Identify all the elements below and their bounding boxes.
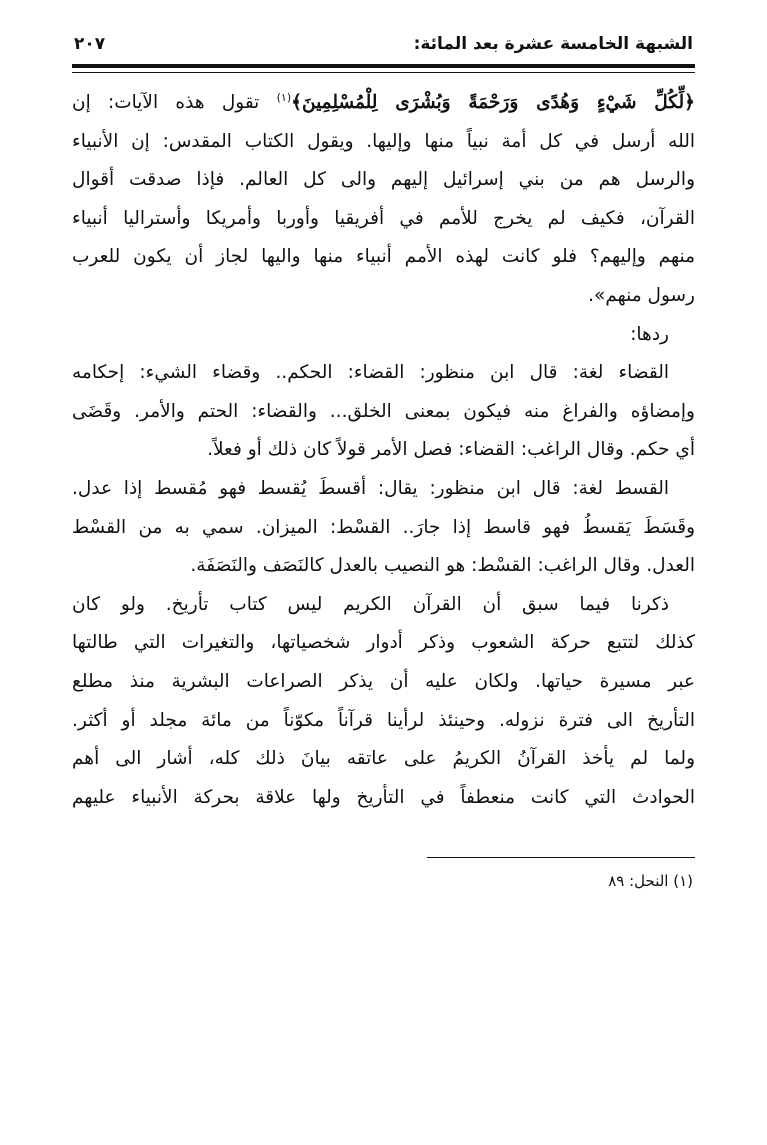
text-line: وإمضاؤه والفراغ منه فيكون بمعنى الخلق... والقضاء: الحتم والأمر. وقَضَى <box>72 400 695 422</box>
footnote-rule <box>427 857 695 858</box>
text-line: الحوادث التي كانت منعطفاً في التأريخ ولها علاقة بحركة الأنبياء عليهم <box>72 786 695 808</box>
text-fragment: تقول هذه الآيات: إن <box>72 92 260 113</box>
header-rule-thin <box>72 72 695 73</box>
text-line: وقَسَطَ يَقسطُ فهو قاسط إذا جارَ.. القسْط: الميزان. سمي به من القسْط <box>72 516 695 538</box>
text-line: القرآن، فكيف لم يخرج للأمم في أفريقيا وأوربا وأمريكا وأستراليا أنبياء <box>72 207 695 229</box>
text-line: العدل. وقال الراغب: القسْط: هو النصيب بالعدل كالنَصَف والنَصَفَة. <box>190 555 695 577</box>
text-line: القضاء لغة: قال ابن منظور: القضاء: الحكم.. وقضاء الشيء: إحكامه <box>72 362 669 384</box>
text-line: والرسل هم من بني إسرائيل إليهم والى كل العالم. فإذا صدقت أقوال <box>72 169 695 191</box>
text-line: ذكرنا فيما سبق أن القرآن الكريم ليس كتاب تأريخ. ولو كان <box>72 593 669 615</box>
quran-verse: ﴿لِّكُلِّ شَيْءٍ وَهُدًى وَرَحْمَةً وَبُشْرَى لِلْمُسْلِمِينَ﴾ <box>291 92 695 113</box>
header-rule-thick <box>72 64 695 68</box>
text-line: أي حكم. وقال الراغب: القضاء: فصل الأمر قولاً كان ذلك أو فعلاً. <box>207 439 695 461</box>
text-line: منهم وإليهم؟ فلو كانت لهذه الأمم أنبياء منها واليها لجاز أن يكون للعرب <box>72 246 695 268</box>
section-heading: ردها: <box>630 323 669 345</box>
text-line: ولما لم يأخذ القرآنُ الكريمُ على عاتقه بيانَ ذلك كله، أشار الى أهم <box>72 748 695 770</box>
running-title: الشبهة الخامسة عشرة بعد المائة: <box>413 34 693 54</box>
text-line: رسول منهم». <box>588 284 695 306</box>
footnote: (١) النحل: ٨٩ <box>608 872 693 890</box>
text-line: القسط لغة: قال ابن منظور: يقال: أقسطَ يُقسط فهو مُقسط إذا عدل. <box>72 477 669 499</box>
text-line: التأريخ الى فترة نزوله. وحينئذ لرأينا قرآناً مكوّناً من مائة مجلد أو أكثر. <box>72 709 695 731</box>
text-line: عبر مسيرة حياتها. ولكان عليه أن يذكر الصراعات البشرية منذ مطلع <box>72 670 695 692</box>
running-header <box>74 34 693 60</box>
text-line: الله أرسل في كل أمة نبياً منها وإليها. ويقول الكتاب المقدس: إن الأنبياء <box>72 130 695 152</box>
footnote-marker: (١) <box>276 90 292 104</box>
main-text <box>72 84 695 817</box>
text-line <box>72 84 695 123</box>
page-number: ٢٠٧ <box>74 34 106 54</box>
text-line: كذلك لتتبع حركة الشعوب وذكر أدوار شخصياتها، والتغيرات التي طالتها <box>72 632 695 654</box>
